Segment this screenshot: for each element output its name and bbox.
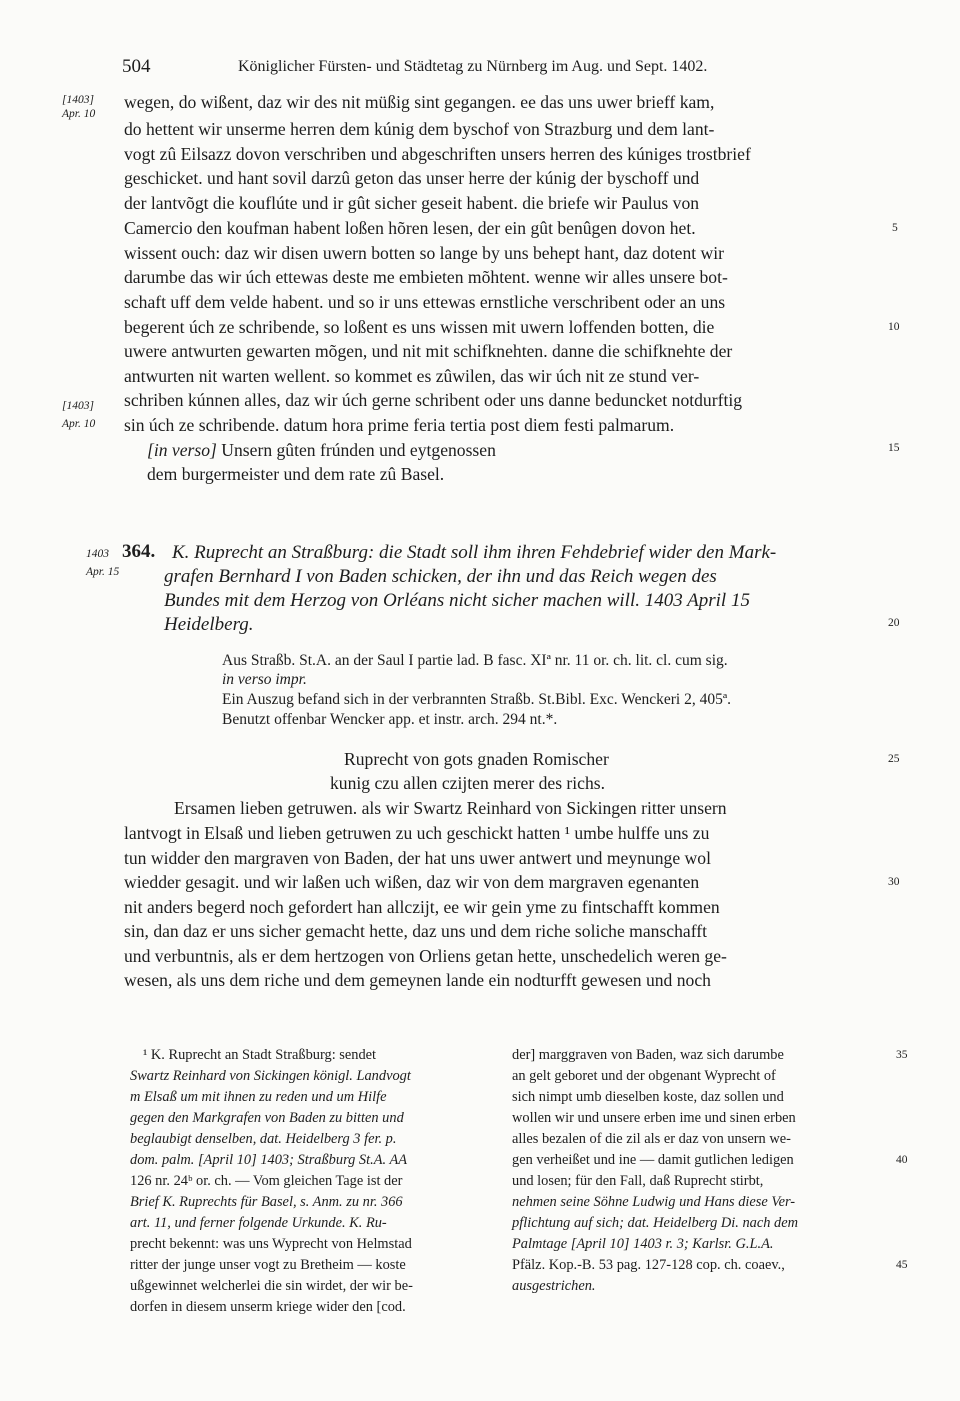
source-line: in verso impr. [222,671,307,688]
text-line: antwurten nit warten wellent. so kommet es zûwilen, das wir úch nit ze stund ver- [124,366,700,386]
text-line: Ersamen lieben getruwen. als wir Swartz Reinhard von Sickingen ritter unsern [174,798,727,818]
line-number: 15 [888,442,900,454]
text-line: wegen, do wißent, daz wir des nit müßig sint gegangen. ee das uns uwer brieff kam, [124,92,715,112]
doc-margin-date: Apr. 15 [86,566,120,578]
doc-heading-line: Bundes mit dem Herzog von Orléans nicht sicher machen will. 1403 April 15 [164,590,750,611]
text-line: wesen, als uns dem riche und dem gemeynen lande ein nodturfft gewesen und noch [124,970,711,990]
footnote-line-number: 45 [896,1259,908,1271]
doc-heading-line: grafen Bernhard I von Baden schicken, der ihn und das Reich wegen des [164,566,717,587]
source-line: Ein Auszug befand sich in der verbrannten Straßb. St.Bibl. Exc. Wenckeri 2, 405ª. [222,691,731,708]
doc-heading-line: K. Ruprecht an Straßburg: die Stadt soll ihm ihren Fehdebrief wider den Mark- [172,542,777,563]
footnote-line: precht bekennt: was uns Wyprecht von Helmstad [130,1236,412,1252]
footnote-line: dorfen in diesem unserm kriege wider den [cod. [130,1299,406,1315]
footnote-line: Brief K. Ruprechts für Basel, s. Anm. zu nr. 366 [130,1194,403,1210]
text-line: begerent úch ze schribende, so loßent es uns wissen mit uwern loffenden botten, die [124,317,715,337]
text-line: darumbe das wir úch ettewas deste me embieten mõhtent. wenne wir alles unsere bot- [124,267,728,287]
text-line: schaft uff dem velde habent. und so ir uns ettewas ernstliche verschribent oder an uns [124,292,726,312]
line-number: 5 [892,222,898,234]
text-line: wissent ouch: daz wir disen uwern botten so lange by uns behept hant, daz dotent wir [124,243,725,263]
text-line: schriben kúnnen alles, daz wir úch gerne schribent oder uns danne beduncket notdurftig [124,390,743,410]
footnote-line: m Elsaß um mit ihnen zu reden und um Hilfe [130,1089,387,1105]
address-line-1: [in verso] Unsern gûten frúnden und eytgenossen [147,440,496,460]
salutation-line-1: Ruprecht von gots gnaden Romischer [344,749,609,769]
text-line: uwere antwurten gewarten mõgen, und nit mit schifknehten. danne die schifknehte der [124,341,733,361]
footnote-line: Swartz Reinhard von Sickingen königl. Landvogt [130,1068,411,1084]
line-number: 25 [888,753,900,765]
footnote-line: nehmen seine Söhne Ludwig und Hans diese Ver- [512,1194,796,1210]
doc-margin-year: 1403 [86,548,109,560]
line-number: 30 [888,876,900,888]
footnote-line: Pfälz. Kop.-B. 53 pag. 127-128 cop. ch. coaev., [512,1257,785,1273]
footnote-line-number: 35 [896,1049,908,1061]
text-line: sin, dan daz er uns sicher gemacht hette, daz uns und dem riche soliche manschafft [124,921,707,941]
footnote-line: ritter der junge unser vogt zu Bretheim — koste [130,1257,406,1273]
footnote-line: dom. palm. [April 10] 1403; Straßburg St.A. AA [130,1152,408,1168]
page-number: 504 [122,56,151,77]
footnote-line: beglaubigt denselben, dat. Heidelberg 3 fer. p. [130,1131,397,1147]
line-number: 10 [888,321,900,333]
footnote-line: ¹ K. Ruprecht an Stadt Straßburg: sendet [143,1047,377,1063]
source-line: Benutzt offenbar Wencker app. et instr. arch. 294 nt.*. [222,711,558,728]
footnote-line: alles bezalen of die zil als er daz von unsern we- [512,1131,791,1147]
footnote-line: der] marggraven von Baden, waz sich darumbe [512,1047,784,1063]
doc-number: 364. [122,541,156,562]
text-line: do hettent wir unserme herren dem kúnig dem byschof von Strazburg und dem lant- [124,119,715,139]
source-line: Aus Straßb. St.A. an der Saul I partie lad. B fasc. XIª nr. 11 or. ch. lit. cl. cum sig. [222,652,728,669]
footnote-line: Palmtage [April 10] 1403 r. 3; Karlsr. G.L.A. [512,1236,774,1252]
footnote-line: an gelt geboret und der obgenant Wyprecht of [512,1068,776,1084]
footnote-line: art. 11, und ferner folgende Urkunde. K. Ru- [130,1215,387,1231]
address-line-2: dem burgermeister und dem rate zû Basel. [147,464,445,484]
running-head: Königlicher Fürsten- und Städtetag zu Nürnberg im Aug. und Sept. 1402. [238,58,708,75]
footnote-line: und losen; für den Fall, daß Ruprecht stirbt, [512,1173,764,1189]
text-line: vogt zû Eilsazz dovon verschriben und abgeschriften unsers herren des kúniges trostbrief [124,144,751,164]
text-line: tun widder den margraven von Baden, der hat uns uwer antwert und meynunge wol [124,848,711,868]
margin-date-mid-year: [1403] [62,400,94,412]
text-line: wiedder gesagit. und wir laßen uch wißen, daz wir von dem margraven egenanten [124,872,700,892]
text-line: nit anders begerd noch gefordert han allczijt, ee wir gein yme zu fintschafft kommen [124,897,720,917]
footnote-line: ausgestrichen. [512,1278,596,1294]
text-line: der lantvõgt die kouflúte und ir gût sicher geseit habent. die briefe wir Paulus von [124,193,700,213]
footnote-line: gegen den Markgrafen von Baden zu bitten und [130,1110,404,1126]
footnote-line: wollen wir und unsere erben ime und sinen erben [512,1110,796,1126]
margin-date-top-day: Apr. 10 [62,108,96,120]
text-line: lantvogt in Elsaß und lieben getruwen zu uch geschickt hatten ¹ umbe hulffe uns zu [124,823,710,843]
line-number: 20 [888,617,900,629]
doc-heading-line: Heidelberg. [164,614,254,635]
margin-date-mid-day: Apr. 10 [62,418,96,430]
footnote-line: gen verheißet und ine — damit gutlichen ledigen [512,1152,794,1168]
footnote-line: ußgewinnet welcherlei die sin wirdet, der wir be- [130,1278,413,1294]
footnote-line-number: 40 [896,1154,908,1166]
text-line: Camercio den koufman habent loßen hõren lesen, der ein gût benûgen dovon het. [124,218,696,238]
margin-date-top-year: [1403] [62,94,94,106]
in-verso-note: [in verso] [147,440,217,460]
text-line: sin úch ze schribende. datum hora prime feria tertia post diem festi palmarum. [124,415,675,435]
footnote-line: sich nimpt umb dieselben koste, daz sollen und [512,1089,784,1105]
text-line: geschicket. und hant sovil darzû geton das unser herre der kúnig der byschoff und [124,168,700,188]
salutation-line-2: kunig czu allen czijten merer des richs. [330,773,606,793]
footnote-line: 126 nr. 24ᵇ or. ch. — Vom gleichen Tage ist der [130,1173,403,1189]
footnote-line: pflichtung auf sich; dat. Heidelberg Di. nach dem [512,1215,799,1231]
text-line: und verbuntnis, als er dem hertzogen von Orliens getan hette, unschedelich weren ge- [124,946,727,966]
